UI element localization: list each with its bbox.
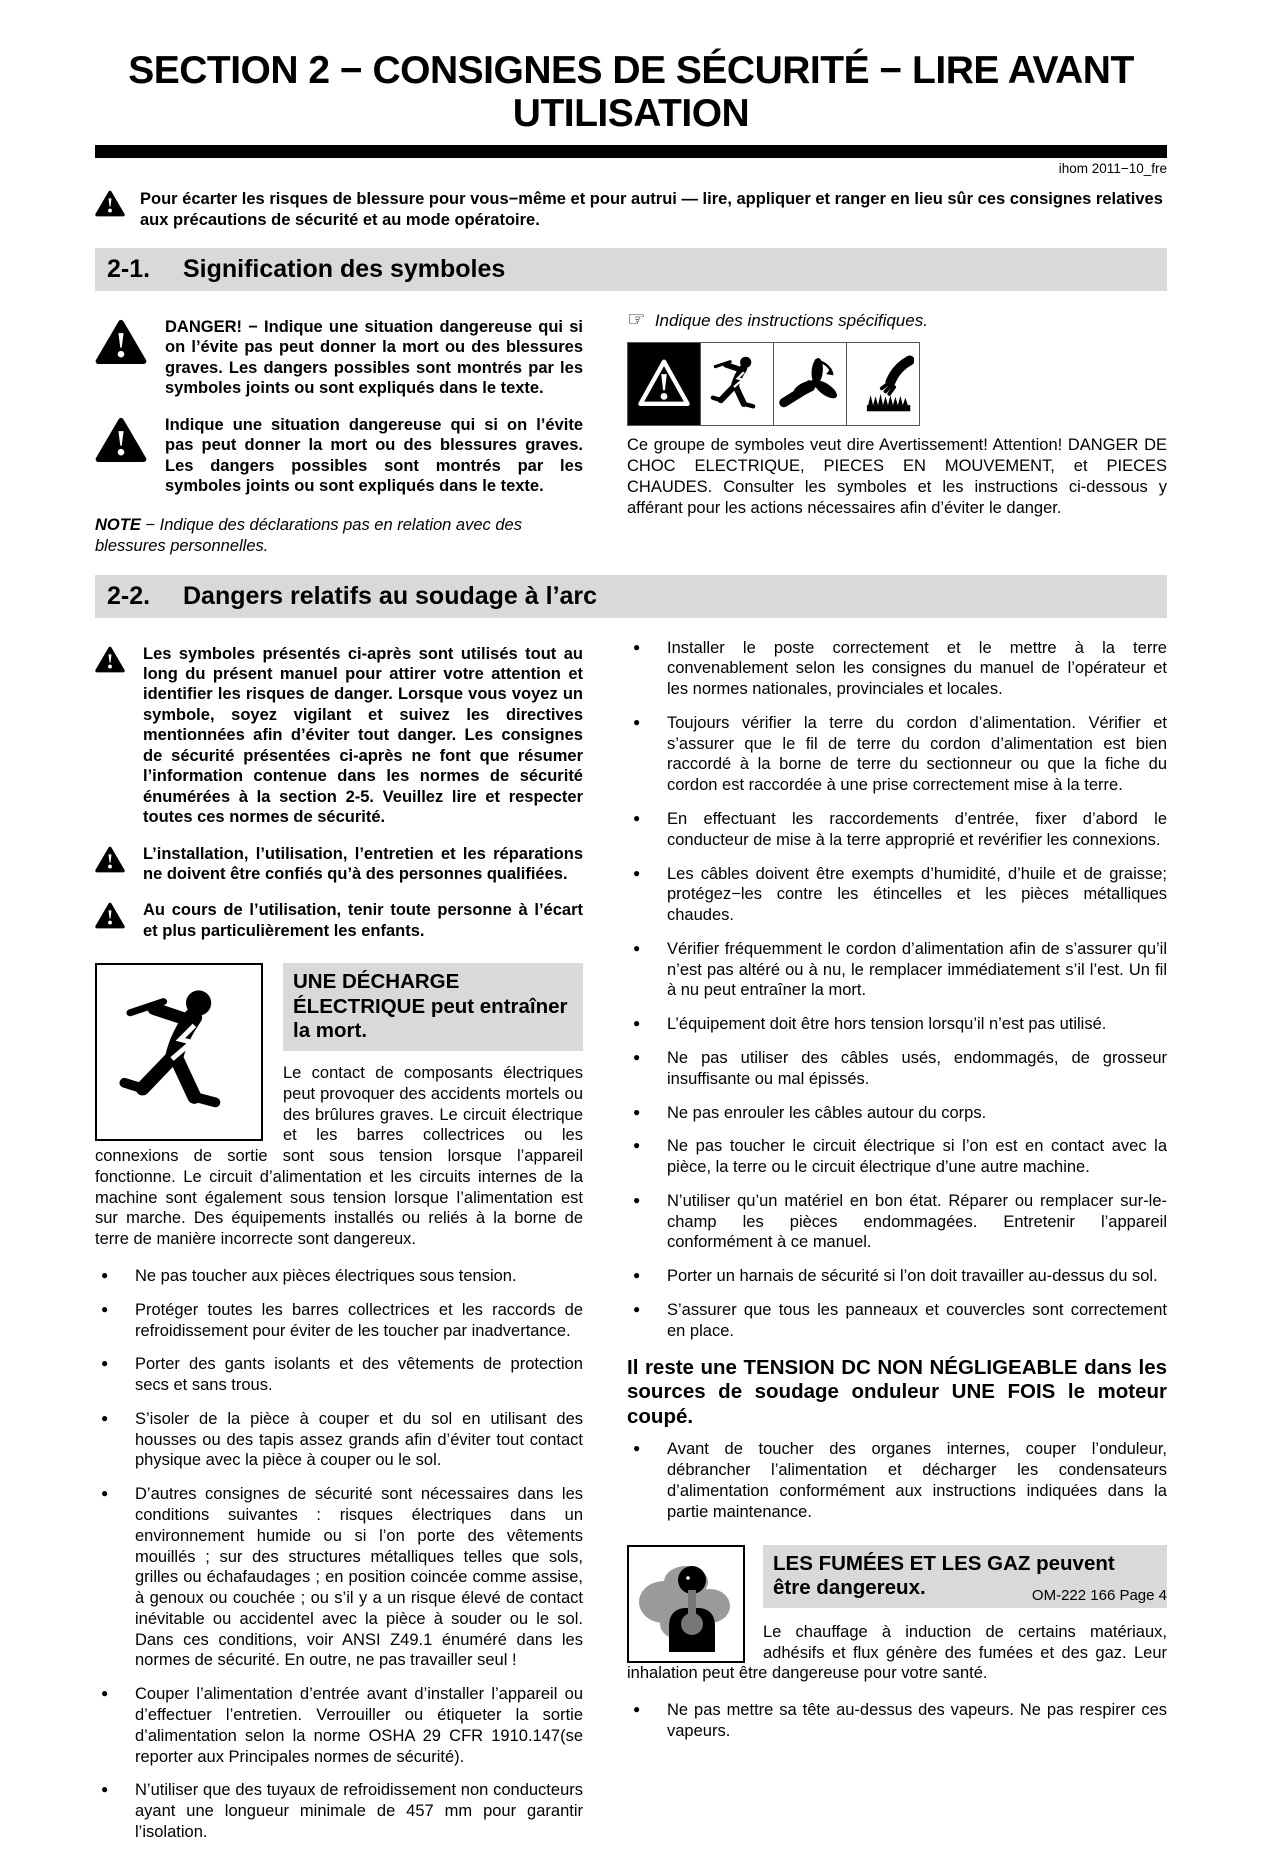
bullet-item: ● Avant de toucher des organes internes, couper l’onduleur, débrancher l’alimentation et décharger les condensateurs d’alimentation conformément aux instructions indiquées dans la partie maintenance. <box>627 1439 1167 1522</box>
symbol-strip <box>627 342 920 426</box>
bullet-item: ● Ne pas toucher le circuit électrique si l’on est en contact avec la pièce, la terre ou le circuit électrique d’une autre machine. <box>627 1136 1167 1178</box>
bullet-item: ● N’utiliser qu’un matériel en bon état. Réparer ou remplacer sur-le-champ les pièces endommagées. Entretenir l’appareil conformément à ce manuel. <box>627 1191 1167 1253</box>
page-title-line2: UTILISATION <box>512 91 750 135</box>
fumes-icon <box>627 1545 745 1663</box>
bullet-item: ● S’assurer que tous les panneaux et couvercles sont correctement en place. <box>627 1300 1167 1342</box>
moving-parts-symbol-icon <box>774 343 847 425</box>
bullet-item: ● Installer le poste correctement et le mettre à la terre convenablement selon les consignes du manuel de l’opérateur et les normes nationales, provinciales et locales. <box>627 638 1167 700</box>
page-content <box>95 0 1167 1856</box>
section-2-1-title: Signification des symboles <box>183 255 506 283</box>
warning-triangle-icon <box>95 190 125 231</box>
title-rule <box>95 145 1167 158</box>
intro-warning <box>95 189 1167 231</box>
electric-shock-hazard-block <box>95 963 583 1250</box>
bullet-item: ● En effectuant les raccordements d’entrée, fixer d’abord le conducteur de mise à la terre approprié et revérifier les connexions. <box>627 809 1167 851</box>
bullet-item: ● N’utiliser que des tuyaux de refroidissement non conducteurs ayant une longueur minimale de 457 mm pour garantir l’isolation. <box>95 1780 583 1842</box>
bullet-item: ● D’autres consignes de sécurité sont nécessaires dans les conditions suivantes : risques électriques dans un environnement humide ou si l’on porte des vêtements mouillés ; sur des structures métalliques telles que sols, grilles ou échafaudages ; en position coincée comme assise, à genoux ou couchée ; ou s’il y a un risque élevé de contact inévitable ou accidentel avec la pièce à souder ou le sol. Dans ces conditions, voir ANSI Z49.1 énuméré dans les normes de sécurité. En outre, ne pas travailler seul ! <box>95 1484 583 1671</box>
grounding-precautions-list <box>627 638 1167 1342</box>
section-2-1-bar <box>95 248 1167 291</box>
note-label: NOTE <box>95 515 141 534</box>
bullet-item: ● Les câbles doivent être exempts d’humidité, d’huile et de graisse; protégez−les contre les étincelles et les pièces métalliques chaudes. <box>627 864 1167 926</box>
section-2-2-left-column <box>95 632 583 1856</box>
bullet-item: ● Toujours vérifier la terre du cordon d’alimentation. Vérifier et s’assurer que le fil de terre du cordon d’alimentation est bien raccordé à la borne de terre du sectionneur ou que la fiche du cordon est raccordée à une prise correctement mise à la terre. <box>627 713 1167 796</box>
specific-instructions-text: Indique des instructions spécifiques. <box>654 311 928 330</box>
warning-triangle-icon <box>95 902 125 941</box>
bullet-item: ● Protéger toutes les barres collectrices et les raccords de refroidissement pour éviter de les toucher par inadvertance. <box>95 1300 583 1342</box>
bullet-item: ● Ne pas utiliser des câbles usés, endommagés, de grosseur insuffisante ou mal épissés. <box>627 1048 1167 1090</box>
warning-definition-text: Indique une situation dangereuse qui si on l’évite pas peut donner la mort ou des blessures graves. Les dangers possibles sont montrés par les symboles joints ou sont expliqués dans le texte. <box>165 415 583 496</box>
electric-shock-symbol-icon <box>701 343 774 425</box>
section-2-2-bar <box>95 575 1167 618</box>
warning-paragraph <box>95 644 583 828</box>
bullet-item: ● Porter des gants isolants et des vêtements de protection secs et sans trous. <box>95 1354 583 1396</box>
warning-paragraph-text: Au cours de l’utilisation, tenir toute personne à l’écart et plus particulièrement les enfants. <box>143 901 583 940</box>
section-2-1-number: 2-1. <box>107 255 151 283</box>
bullet-item: ● Porter un harnais de sécurité si l’on doit travailler au-dessus du sol. <box>627 1266 1167 1287</box>
warning-symbol-icon <box>628 343 701 425</box>
intro-warning-text: Pour écarter les risques de blessure pour vous−même et pour autrui — lire, appliquer et ranger en lieu sûr ces consignes relatives aux précautions de sécurité et au mode opératoire. <box>140 189 1163 229</box>
electric-shock-icon <box>95 963 263 1141</box>
bullet-item: ● Couper l’alimentation d’entrée avant d’installer l’appareil ou d’effectuer l’entretien. Verrouiller ou étiqueter la sortie d’alimentation selon la norme OSHA 29 CFR 1910.147(se reporter aux Principales normes de sécurité). <box>95 1684 583 1767</box>
doc-reference: ihom 2011−10_fre <box>1058 160 1167 176</box>
shock-precautions-list <box>95 1266 583 1843</box>
section-2-1-columns <box>95 305 1167 558</box>
bullet-item: ● Vérifier fréquemment le cordon d’alimentation afin de s’assurer qu’il n’est pas altéré ou à nu, le remplacer immédiatement s’il l’est. Un fil à nu peut entraîner la mort. <box>627 939 1167 1001</box>
page-footer: OM-222 166 Page 4 <box>1031 1587 1167 1604</box>
warning-paragraph <box>95 900 583 941</box>
warning-paragraph-text: L’installation, l’utilisation, l’entretien et les réparations ne doivent être confiés qu’à des personnes qualifiées. <box>143 844 583 884</box>
section-2-1-right-column <box>627 305 1167 535</box>
section-2-2-columns <box>95 632 1167 1856</box>
section-2-1-left-column <box>95 305 583 558</box>
section-2-2-number: 2-2. <box>107 581 151 610</box>
hot-parts-symbol-icon <box>847 343 919 425</box>
warning-triangle-icon <box>95 846 125 885</box>
fumes-heading: LES FUMÉES ET LES GAZ peuvent être dangereux. <box>763 1545 1167 1608</box>
bullet-item: ● Ne pas toucher aux pièces électriques sous tension. <box>95 1266 583 1287</box>
bullet-item: ● S’isoler de la pièce à couper et du sol en utilisant des housses ou des tapis assez grands afin d’éviter tout contact physique avec la pièce à couper ou le sol. <box>95 1409 583 1471</box>
electric-shock-body: Le contact de composants électriques peut provoquer des accidents mortels ou des brûlures graves. Le circuit électrique et les barres collectrices ou les connexions de sortie sont sous tension lorsque l’appareil fonctionne. Le circuit d’alimentation et les circuits internes de la machine sont également sous tension lorsque l’alimentation est sur marche. Des équipements installés ou reliés à la borne de terre de manière incorrecte sont dangereux. <box>95 1063 583 1249</box>
fumes-body: Le chauffage à induction de certains matériaux, adhésifs et flux génère des fumées et des gaz. Leur inhalation peut être dangereuse pour votre santé. <box>627 1622 1167 1683</box>
warning-paragraph-text: Les symboles présentés ci-après sont utilisés tout au long du présent manuel pour attirer votre attention et identifier les risques de danger. Lorsque vous voyez un symbole, soyez vigilant et suivez les directives mentionnées afin d’éviter tout danger. Les consignes de sécurité présentées ci-après ne font que résumer l’information contenue dans les normes de sécurité énumérées à la section 2-5. Veuillez lire et respecter toutes ces normes de sécurité. <box>143 644 583 827</box>
dc-voltage-list <box>627 1439 1167 1522</box>
page-title-line1: SECTION 2 − CONSIGNES DE SÉCURITÉ − LIRE AVANT <box>128 49 1134 92</box>
warning-triangle-icon <box>95 646 125 828</box>
warning-paragraph <box>95 844 583 885</box>
section-2-2-title: Dangers relatifs au soudage à l’arc <box>183 581 598 610</box>
dc-voltage-heading: Il reste une TENSION DC NON NÉGLIGEABLE dans les sources de soudage onduleur UNE FOIS le moteur coupé. <box>627 1355 1167 1428</box>
warning-definition <box>95 415 583 497</box>
electric-shock-heading: UNE DÉCHARGE ÉLECTRIQUE peut entraîner la mort. <box>283 963 583 1051</box>
warning-triangle-icon <box>95 417 147 497</box>
bullet-item: ● Ne pas enrouler les câbles autour du corps. <box>627 1103 1167 1124</box>
bullet-item: ● L’équipement doit être hors tension lorsqu’il n’est pas utilisé. <box>627 1014 1167 1035</box>
specific-instructions-note <box>627 309 1167 331</box>
danger-definition-text: DANGER! − Indique une situation dangereuse qui si on l’évite pas peut donner la mort ou des blessures graves. Les dangers possibles sont montrés par les symboles joints ou sont expliqués dans le texte. <box>165 318 583 398</box>
fumes-precautions-list <box>627 1700 1167 1742</box>
pointing-hand-icon: ☞ <box>627 308 646 331</box>
note-paragraph <box>95 515 583 558</box>
danger-definition <box>95 317 583 399</box>
symbol-strip-caption: Ce groupe de symboles veut dire Avertissement! Attention! DANGER DE CHOC ELECTRIQUE, PIECES EN MOUVEMENT, et PIECES CHAUDES. Consulter les symboles et les instructions ci-dessous y afférant pour les actions nécessaires afin d’éviter le danger. <box>627 436 1167 517</box>
warning-triangle-icon <box>95 319 147 399</box>
fumes-hazard-block <box>627 1545 1167 1685</box>
note-text: − Indique des déclarations pas en relation avec des blessures personnelles. <box>95 515 522 556</box>
bullet-item: ● Ne pas mettre sa tête au-dessus des vapeurs. Ne pas respirer ces vapeurs. <box>627 1700 1167 1742</box>
page-title <box>95 50 1167 136</box>
